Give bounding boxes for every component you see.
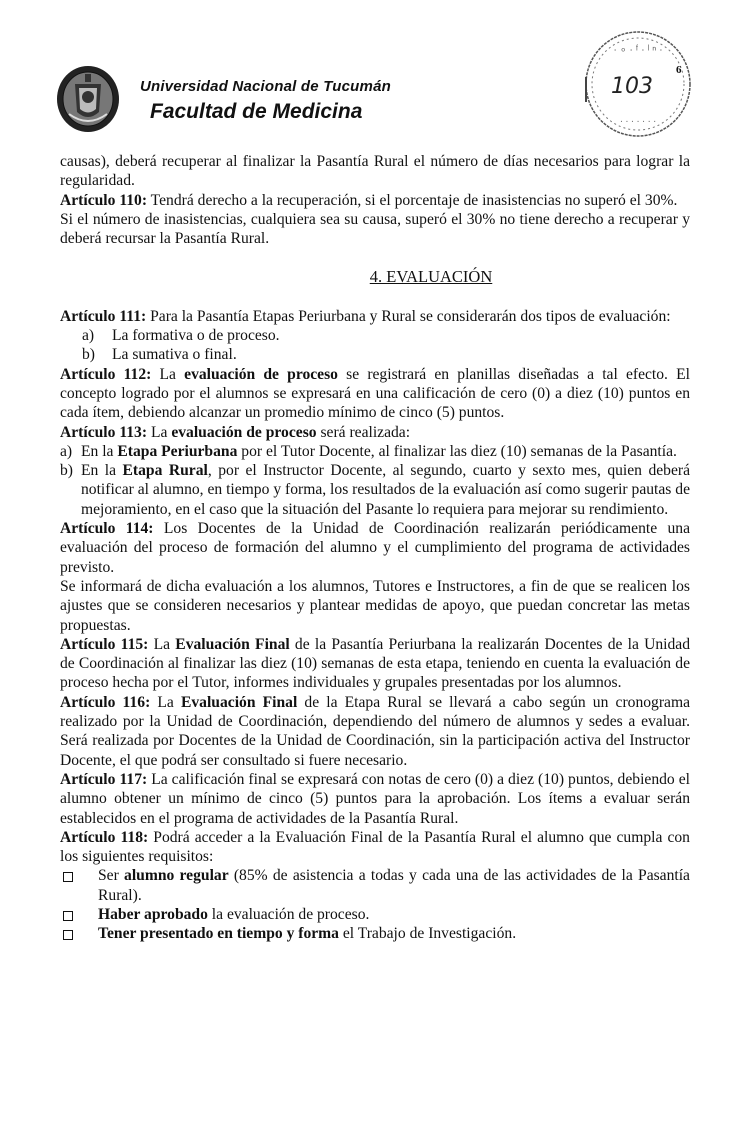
article-116: Artículo 116: La Evaluación Final de la Etapa Rural se llevará a cabo según un cronograma realizado por la Unidad de Coordinación, dependiendo del número de alumnos y sedes a evaluar. Será realizada por Docentes de la Unidad de Coordinación, sin la participación activa del Instructor Docente, el que podrá ser consultado si fuere necesario. bbox=[60, 693, 690, 769]
list-item: Haber aprobado la evaluación de proceso. bbox=[60, 905, 690, 924]
requirements-list bbox=[60, 866, 690, 943]
checkbox-bullet-icon bbox=[63, 872, 73, 882]
article-110: Artículo 110: Tendrá derecho a la recuperación, si el porcentaje de inasistencias no superó el 30%. bbox=[60, 191, 678, 209]
article-115: Artículo 115: La Evaluación Final de la Pasantía Periurbana la realizarán Docentes de la Unidad de Coordinación al finalizar las diez (10) semanas de esta etapa, teniendo en cuenta la evaluación de proceso hecha por el Tutor, informes individuales y grupales presentadas por los alumnos. bbox=[60, 635, 691, 692]
evaluation-types-list bbox=[60, 326, 690, 365]
article-label: Artículo 112: bbox=[60, 365, 152, 383]
list-item: b) En la Etapa Rural, por el Instructor Docente, al segundo, cuarto y sexto mes, quien deberá notificar al alumno, en tiempo y forma, los resultados de la evaluación así como sugerir pautas de mejoramiento, en el caso que la situación del Pasante lo requiera para mejorar su rendimiento. bbox=[60, 462, 690, 518]
university-seal-icon bbox=[55, 64, 121, 134]
paragraph: causas), deberá recuperar al finalizar la Pasantía Rural el número de días necesarios para lograr la regularidad. bbox=[60, 153, 690, 190]
article-label: Artículo 117: bbox=[60, 770, 148, 788]
svg-text:∙ ∙ ∙ ∙ ∙ ∙ ∙: ∙ ∙ ∙ ∙ ∙ ∙ ∙ bbox=[619, 116, 657, 127]
checkbox-bullet-icon bbox=[63, 930, 73, 940]
article-label: Artículo 116: bbox=[60, 693, 151, 711]
list-item: b) La sumativa o final. bbox=[82, 346, 237, 364]
article-label: Artículo 111: bbox=[60, 307, 147, 325]
faculty-name: Facultad de Medicina bbox=[150, 100, 363, 123]
stamp-number: 103 bbox=[611, 74, 653, 99]
list-item: a) La formativa o de proceso. bbox=[82, 327, 280, 345]
svg-text:∙ ∘ ∙ ᶠ ∙ ˡ ⁿ ∙: ∙ ∘ ∙ ᶠ ∙ ˡ ⁿ ∙ bbox=[613, 44, 663, 56]
page-number-fragment: 6 bbox=[676, 64, 682, 76]
article-label: Artículo 110: bbox=[60, 191, 148, 209]
article-111: Artículo 111: Para la Pasantía Etapas Periurbana y Rural se considerarán dos tipos de evaluación: bbox=[60, 307, 671, 325]
article-113: Artículo 113: La evaluación de proceso será realizada: bbox=[60, 423, 411, 441]
article-label: Artículo 114: bbox=[60, 520, 154, 538]
stage-list bbox=[60, 442, 690, 519]
page-header bbox=[0, 0, 736, 150]
list-item: a) En la Etapa Periurbana por el Tutor Docente, al finalizar las diez (10) semanas de la Pasantía. bbox=[60, 442, 677, 460]
article-label: Artículo 118: bbox=[60, 828, 149, 846]
list-item: Ser alumno regular (85% de asistencia a todas y cada una de las actividades de la Pasantía Rural). bbox=[60, 866, 690, 905]
paragraph: Se informará de dicha evaluación a los alumnos, Tutores e Instructores, a fin de que se realicen los ajustes que se consideren necesarios y plantear medidas de apoyo, que puedan concretar las metas propuestas. bbox=[60, 577, 690, 634]
checkbox-bullet-icon bbox=[63, 911, 73, 921]
article-118: Artículo 118: Podrá acceder a la Evaluación Final de la Pasantía Rural el alumno que cumpla con los siguientes requisitos: bbox=[60, 828, 690, 866]
university-name: Universidad Nacional de Tucumán bbox=[140, 78, 391, 95]
article-label: Artículo 113: bbox=[60, 423, 148, 441]
institutional-stamp bbox=[572, 22, 702, 152]
article-112: Artículo 112: La evaluación de proceso se registrará en planillas diseñadas a tal efecto. El concepto logrado por el alumnos se expresará en una calificación de cero (0) a diez (10) puntos en cada ítem, debiendo alcanzar un promedio mínimo de cinco (5) puntos. bbox=[60, 365, 690, 422]
document-body bbox=[60, 152, 690, 944]
section-heading: 4. EVALUACIÓN bbox=[369, 267, 493, 287]
paragraph: Si el número de inasistencias, cualquiera sea su causa, superó el 30% no tiene derecho a recuperar y deberá recursar la Pasantía Rural. bbox=[60, 210, 690, 248]
list-item: Tener presentado en tiempo y forma el Trabajo de Investigación. bbox=[60, 924, 690, 943]
article-114: Artículo 114: Los Docentes de la Unidad de Coordinación realizarán periódicamente una evaluación del proceso de formación del alumno y el cumplimiento del programa de actividades previsto. bbox=[60, 520, 690, 576]
article-label: Artículo 115: bbox=[60, 635, 149, 653]
article-117: Artículo 117: La calificación final se expresará con notas de cero (0) a diez (10) puntos, debiendo el alumno obtener un mínimo de cinco (5) puntos para la aprobación. Los ítems a evaluar serán establecidos en el programa de actividades de la Pasantía Rural. bbox=[60, 770, 690, 827]
